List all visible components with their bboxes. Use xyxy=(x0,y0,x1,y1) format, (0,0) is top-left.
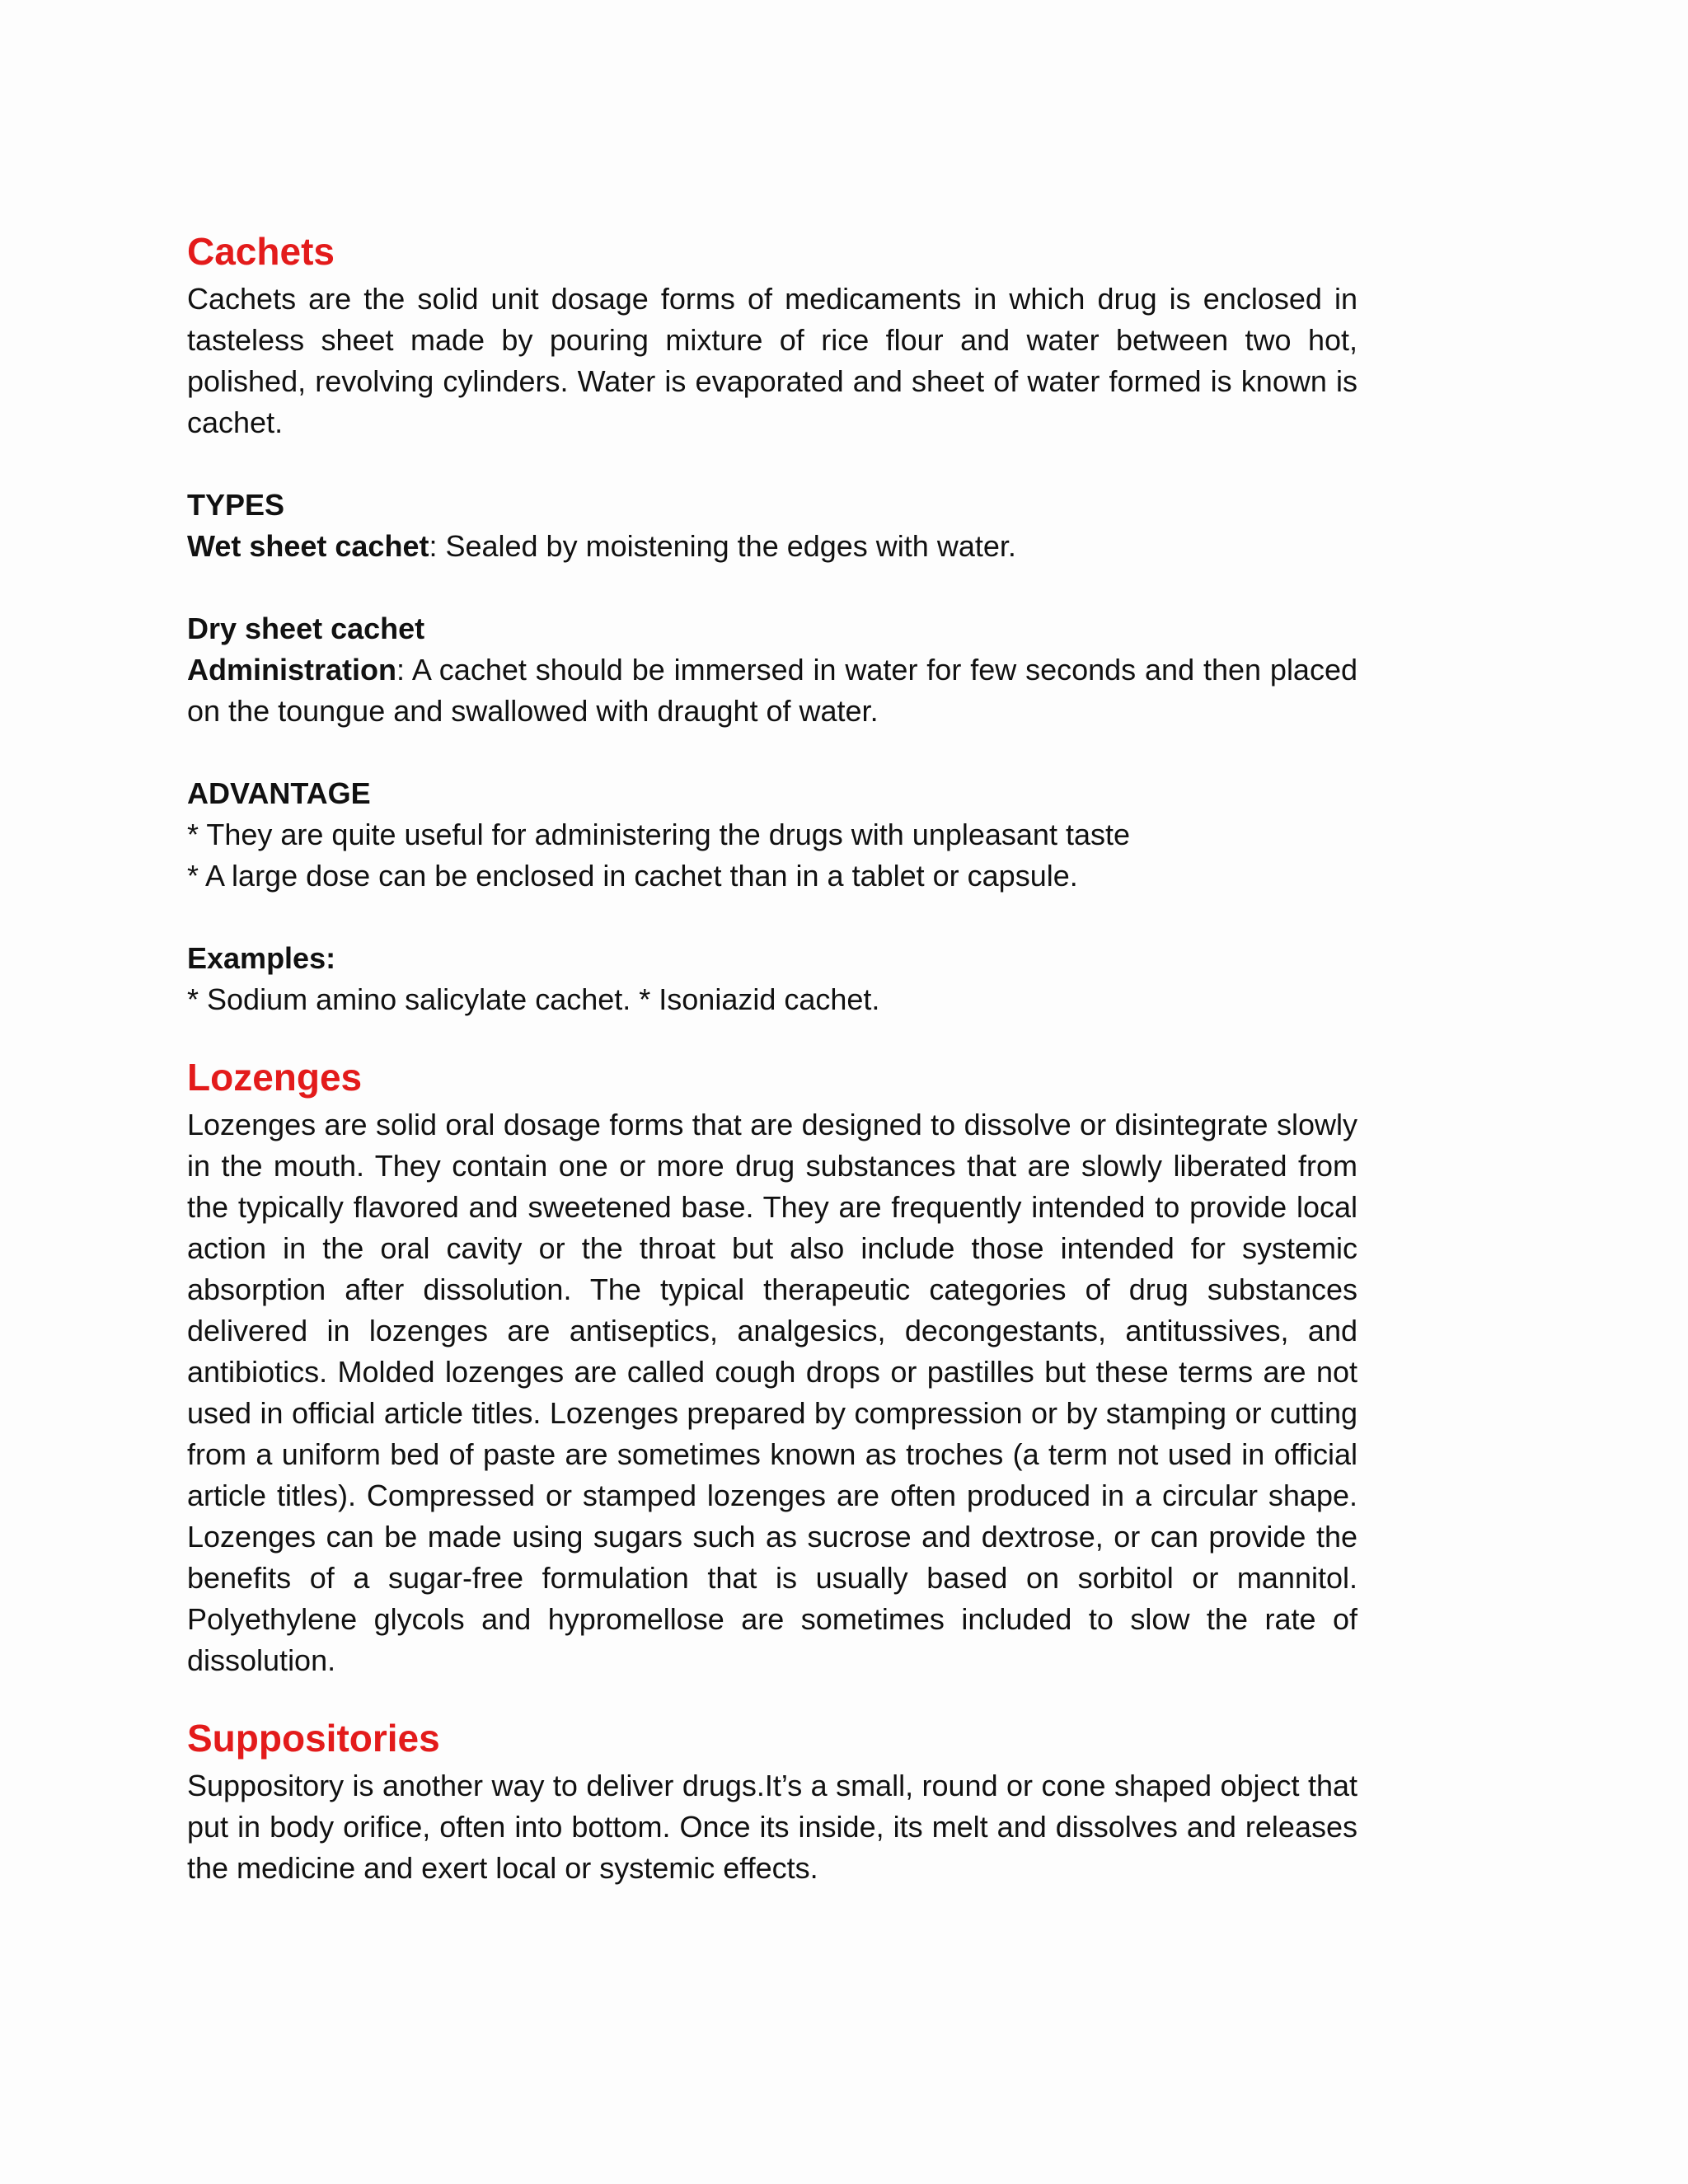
examples-heading: Examples: xyxy=(187,941,336,975)
wet-sheet-text: : Sealed by moistening the edges with water. xyxy=(429,529,1016,563)
lozenges-title: Lozenges xyxy=(187,1056,363,1099)
examples-text: * Sodium amino salicylate cachet. * Isoniazid cachet. xyxy=(187,982,880,1016)
advantage-heading: ADVANTAGE xyxy=(187,776,371,810)
lozenges-body: Lozenges are solid oral dosage forms that are designed to dissolve or disintegrate slowly in the mouth. They contain one or more drug substances that are slowly liberated from the typically flavored and sweetened base. They are frequently intended to provide local action in the oral cavity or the throat but also include those intended for systemic absorption after dissolution. The typical therapeutic categories of drug substances delivered in lozenges are antiseptics, analgesics, decongestants, antitussives, and antibiotics. Molded lozenges are called cough drops or pastilles but these terms are not used in official article titles. Lozenges prepared by compression or by stamping or cutting from a uniform bed of paste are sometimes known as troches (a term not used in official article titles). Compressed or stamped lozenges are often produced in a circular shape. Lozenges can be made using sugars such as sucrose and dextrose, or can provide the benefits of a sugar-free formulation that is usually based on sorbitol or mannitol. Polyethylene glycols and hypromellose are sometimes included to slow the rate of dissolution. xyxy=(187,1108,1357,1677)
dry-sheet-heading: Dry sheet cachet xyxy=(187,612,425,645)
cachets-intro: Cachets are the solid unit dosage forms of medicaments in which drug is enclosed in tasteless sheet made by pouring mixture of rice flour and water between two hot, polished, revolving cylinders. Water is evaporated and sheet of water formed is known is cachet. xyxy=(187,282,1357,439)
suppositories-body: Suppository is another way to deliver drugs.It’s a small, round or cone shaped object that put in body orifice, often into bottom. Once its inside, its melt and dissolves and releases the medicine and exert local or systemic effects. xyxy=(187,1769,1357,1885)
suppositories-title: Suppositories xyxy=(187,1717,440,1760)
cachets-title: Cachets xyxy=(187,230,335,273)
advantage-item: * A large dose can be enclosed in cachet than in a tablet or capsule. xyxy=(187,859,1078,893)
document-page xyxy=(187,224,1357,1889)
lozenges-section xyxy=(187,1050,1357,1681)
suppositories-section xyxy=(187,1711,1357,1889)
wet-sheet-label: Wet sheet cachet xyxy=(187,529,429,563)
administration-label: Administration xyxy=(187,653,397,687)
administration-line xyxy=(187,649,1357,732)
wet-sheet-line xyxy=(187,526,1357,567)
cachets-section xyxy=(187,224,1357,1020)
administration-text: : A cachet should be immersed in water for few seconds and then placed on the toungue and swallowed with draught of water. xyxy=(187,653,1357,728)
types-heading: TYPES xyxy=(187,488,285,522)
advantage-item: * They are quite useful for administering the drugs with unpleasant taste xyxy=(187,818,1131,851)
